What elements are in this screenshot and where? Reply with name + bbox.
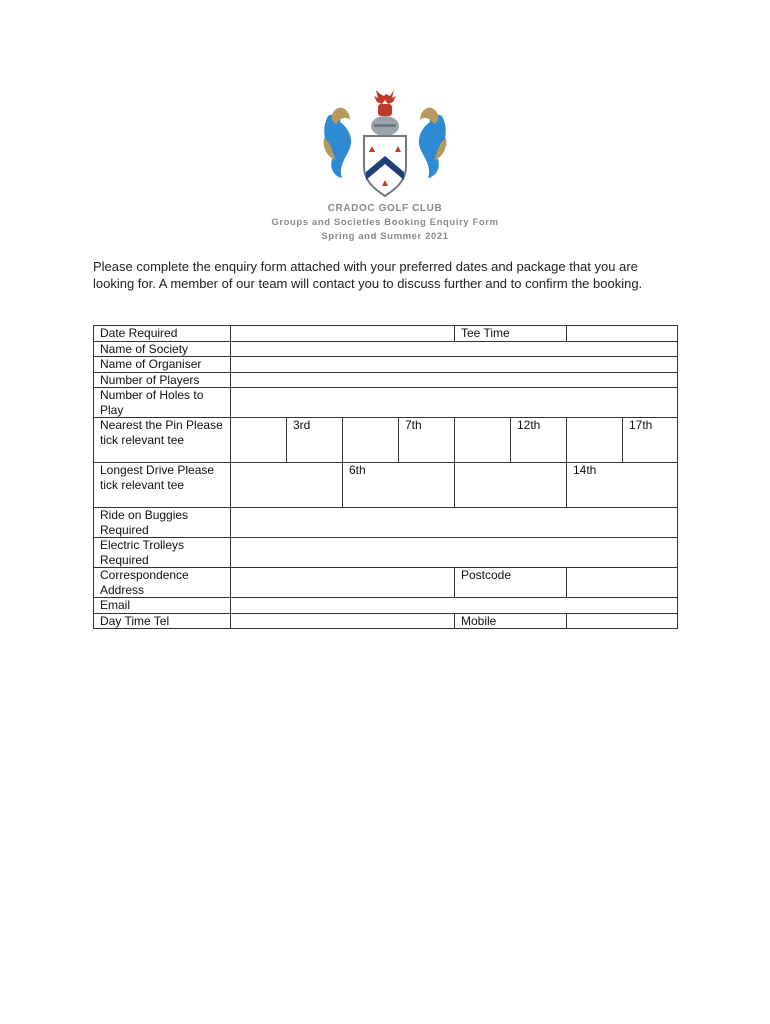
nearest-the-pin-label: Nearest the Pin Please tick relevant tee: [94, 418, 231, 463]
date-required-field[interactable]: [231, 326, 455, 342]
drive-tick-box[interactable]: [455, 463, 567, 508]
intro-paragraph: Please complete the enquiry form attached with your preferred dates and package that you are looking for. A member of our team will contact you to discuss further and to confirm the booking.: [93, 259, 643, 291]
electric-trolleys-label: Electric Trolleys Required: [94, 538, 231, 568]
tee-time-field[interactable]: [567, 326, 678, 342]
ride-on-buggies-label: Ride on Buggies Required: [94, 508, 231, 538]
mobile-field[interactable]: [567, 613, 678, 629]
number-of-players-label: Number of Players: [94, 372, 231, 388]
table-row: [94, 388, 678, 418]
table-row: [94, 508, 678, 538]
table-row: [94, 598, 678, 614]
name-of-society-label: Name of Society: [94, 341, 231, 357]
drive-tee-6th[interactable]: 6th: [343, 463, 455, 508]
email-label: Email: [94, 598, 231, 614]
table-row: [94, 613, 678, 629]
postcode-label: Postcode: [455, 568, 567, 598]
number-of-holes-field[interactable]: [231, 388, 678, 418]
table-row: [94, 463, 678, 508]
enquiry-form-table: [93, 325, 678, 629]
name-of-organiser-label: Name of Organiser: [94, 357, 231, 373]
pin-tick-box[interactable]: [455, 418, 511, 463]
postcode-field[interactable]: [567, 568, 678, 598]
pin-tick-box[interactable]: [567, 418, 623, 463]
table-row: [94, 418, 678, 463]
season-subtitle: Spring and Summer 2021: [321, 231, 449, 242]
name-of-organiser-field[interactable]: [231, 357, 678, 373]
drive-tick-box[interactable]: [231, 463, 343, 508]
form-title: Groups and Societies Booking Enquiry Form: [271, 217, 499, 228]
pin-tick-box[interactable]: [343, 418, 399, 463]
email-field[interactable]: [231, 598, 678, 614]
mobile-label: Mobile: [455, 613, 567, 629]
table-row: [94, 326, 678, 342]
pin-tee-7th[interactable]: 7th: [399, 418, 455, 463]
table-row: [94, 538, 678, 568]
tee-time-label: Tee Time: [455, 326, 567, 342]
club-crest-logo: [320, 86, 450, 200]
number-of-holes-label: Number of Holes to Play: [94, 388, 231, 418]
pin-tee-17th[interactable]: 17th: [623, 418, 678, 463]
day-time-tel-label: Day Time Tel: [94, 613, 231, 629]
number-of-players-field[interactable]: [231, 372, 678, 388]
electric-trolleys-field[interactable]: [231, 538, 678, 568]
club-name: CRADOC GOLF CLUB: [327, 203, 443, 214]
correspondence-address-field[interactable]: [231, 568, 455, 598]
table-row: [94, 372, 678, 388]
correspondence-address-label: Correspondence Address: [94, 568, 231, 598]
date-required-label: Date Required: [94, 326, 231, 342]
table-row: [94, 341, 678, 357]
pin-tee-12th[interactable]: 12th: [511, 418, 567, 463]
drive-tee-14th[interactable]: 14th: [567, 463, 678, 508]
pin-tee-3rd[interactable]: 3rd: [287, 418, 343, 463]
name-of-society-field[interactable]: [231, 341, 678, 357]
table-row: [94, 357, 678, 373]
pin-tick-box[interactable]: [231, 418, 287, 463]
table-row: [94, 568, 678, 598]
day-time-tel-field[interactable]: [231, 613, 455, 629]
ride-on-buggies-field[interactable]: [231, 508, 678, 538]
longest-drive-label: Longest Drive Please tick relevant tee: [94, 463, 231, 508]
